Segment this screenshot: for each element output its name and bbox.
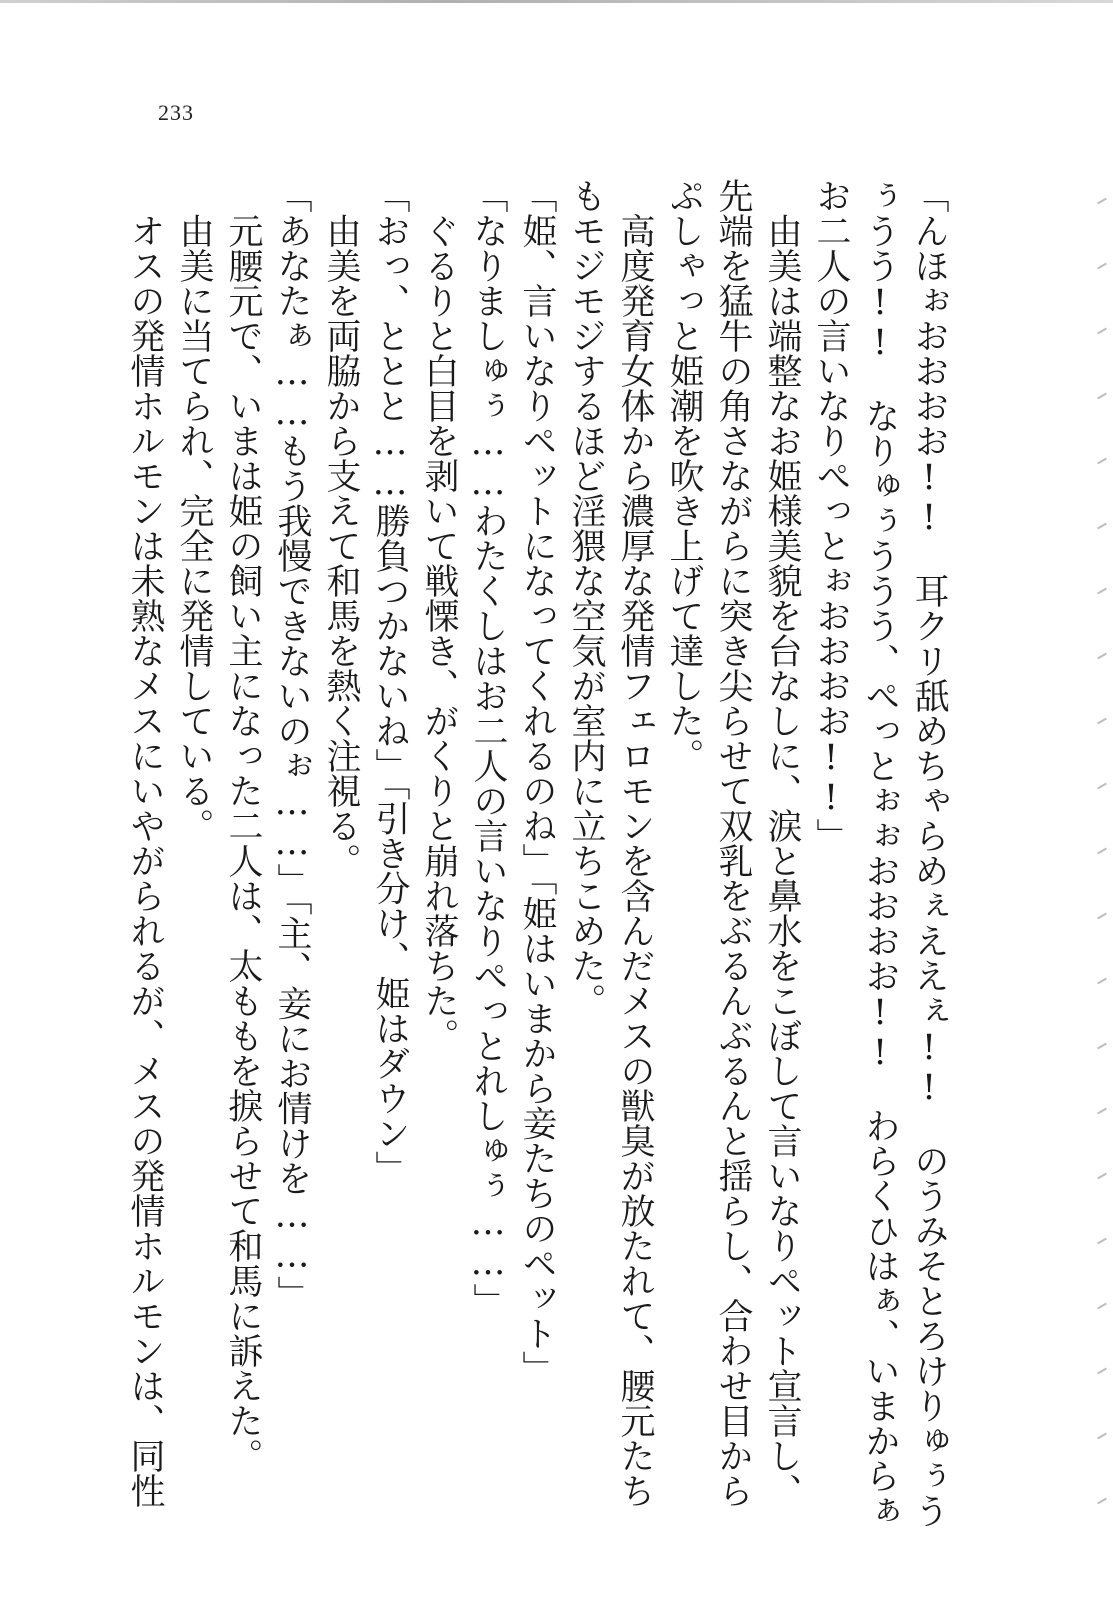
text-line: 高度発育女体から濃厚な発情フェロモンを含んだメスの獣臭が放たれて、腰元たち — [615, 178, 655, 1508]
text-line: ぅうう!! なりゅぅううう、ぺっとぉぉおおおお!! わらくひはぁ、いまからぁ — [860, 178, 900, 1528]
text-line: 由美は端整なお姫様美貌を台なしに、涙と鼻水をこぼして言いなりペット宣言し、 — [762, 178, 802, 1508]
text-line: 「あなたぁ……もう我慢できないのぉ……」「主、妾にお情けを……」 — [272, 178, 312, 1311]
text-line: 「おっ、ととと……勝負つかないね」「引き分け、姫はダウン」 — [370, 178, 410, 1186]
text-line: 「姫、言いなりペットになってくれるのね」「姫はいまから妾たちのペット」 — [517, 178, 557, 1386]
text-line: 由美に当てられ、完全に発情している。 — [174, 178, 214, 843]
text-line: 先端を猛牛の角さながらに突き尖らせて双乳をぶるんぶるんと揺らし、合わせ目から — [713, 178, 753, 1508]
text-line: お二人の言いなりぺっとぉおおおお!!」 — [811, 178, 851, 853]
text-line: ぷしゃっと姫潮を吹き上げて達した。 — [664, 178, 704, 773]
text-line: 「なりましゅぅ……わたくしはお二人の言いなりぺっとれしゅぅ……」 — [468, 178, 508, 1318]
vertical-text-body — [120, 178, 953, 1568]
text-line: ぐるりと白目を剥いて戦慄き、がくりと崩れ落ちた。 — [419, 178, 459, 1053]
text-line: もモジモジするほど淫猥な空気が室内に立ちこめた。 — [566, 178, 606, 1018]
top-scan-edge — [0, 0, 1113, 3]
text-line: 由美を両脇から支えて和馬を熱く注視る。 — [321, 178, 361, 878]
right-edge-marks — [1085, 0, 1113, 1600]
page-number: 233 — [158, 100, 194, 125]
text-line: オスの発情ホルモンは未熟なメスにいやがられるが、メスの発情ホルモンは、同性 — [125, 178, 165, 1508]
text-line: 元腰元で、いまは姫の飼い主になった二人は、太ももを捩らせて和馬に訴えた。 — [223, 178, 263, 1473]
text-line: 「んほぉおおおお!! 耳クリ舐めちゃらめぇええぇ!! のうみそとろけりゅぅう — [909, 178, 949, 1528]
